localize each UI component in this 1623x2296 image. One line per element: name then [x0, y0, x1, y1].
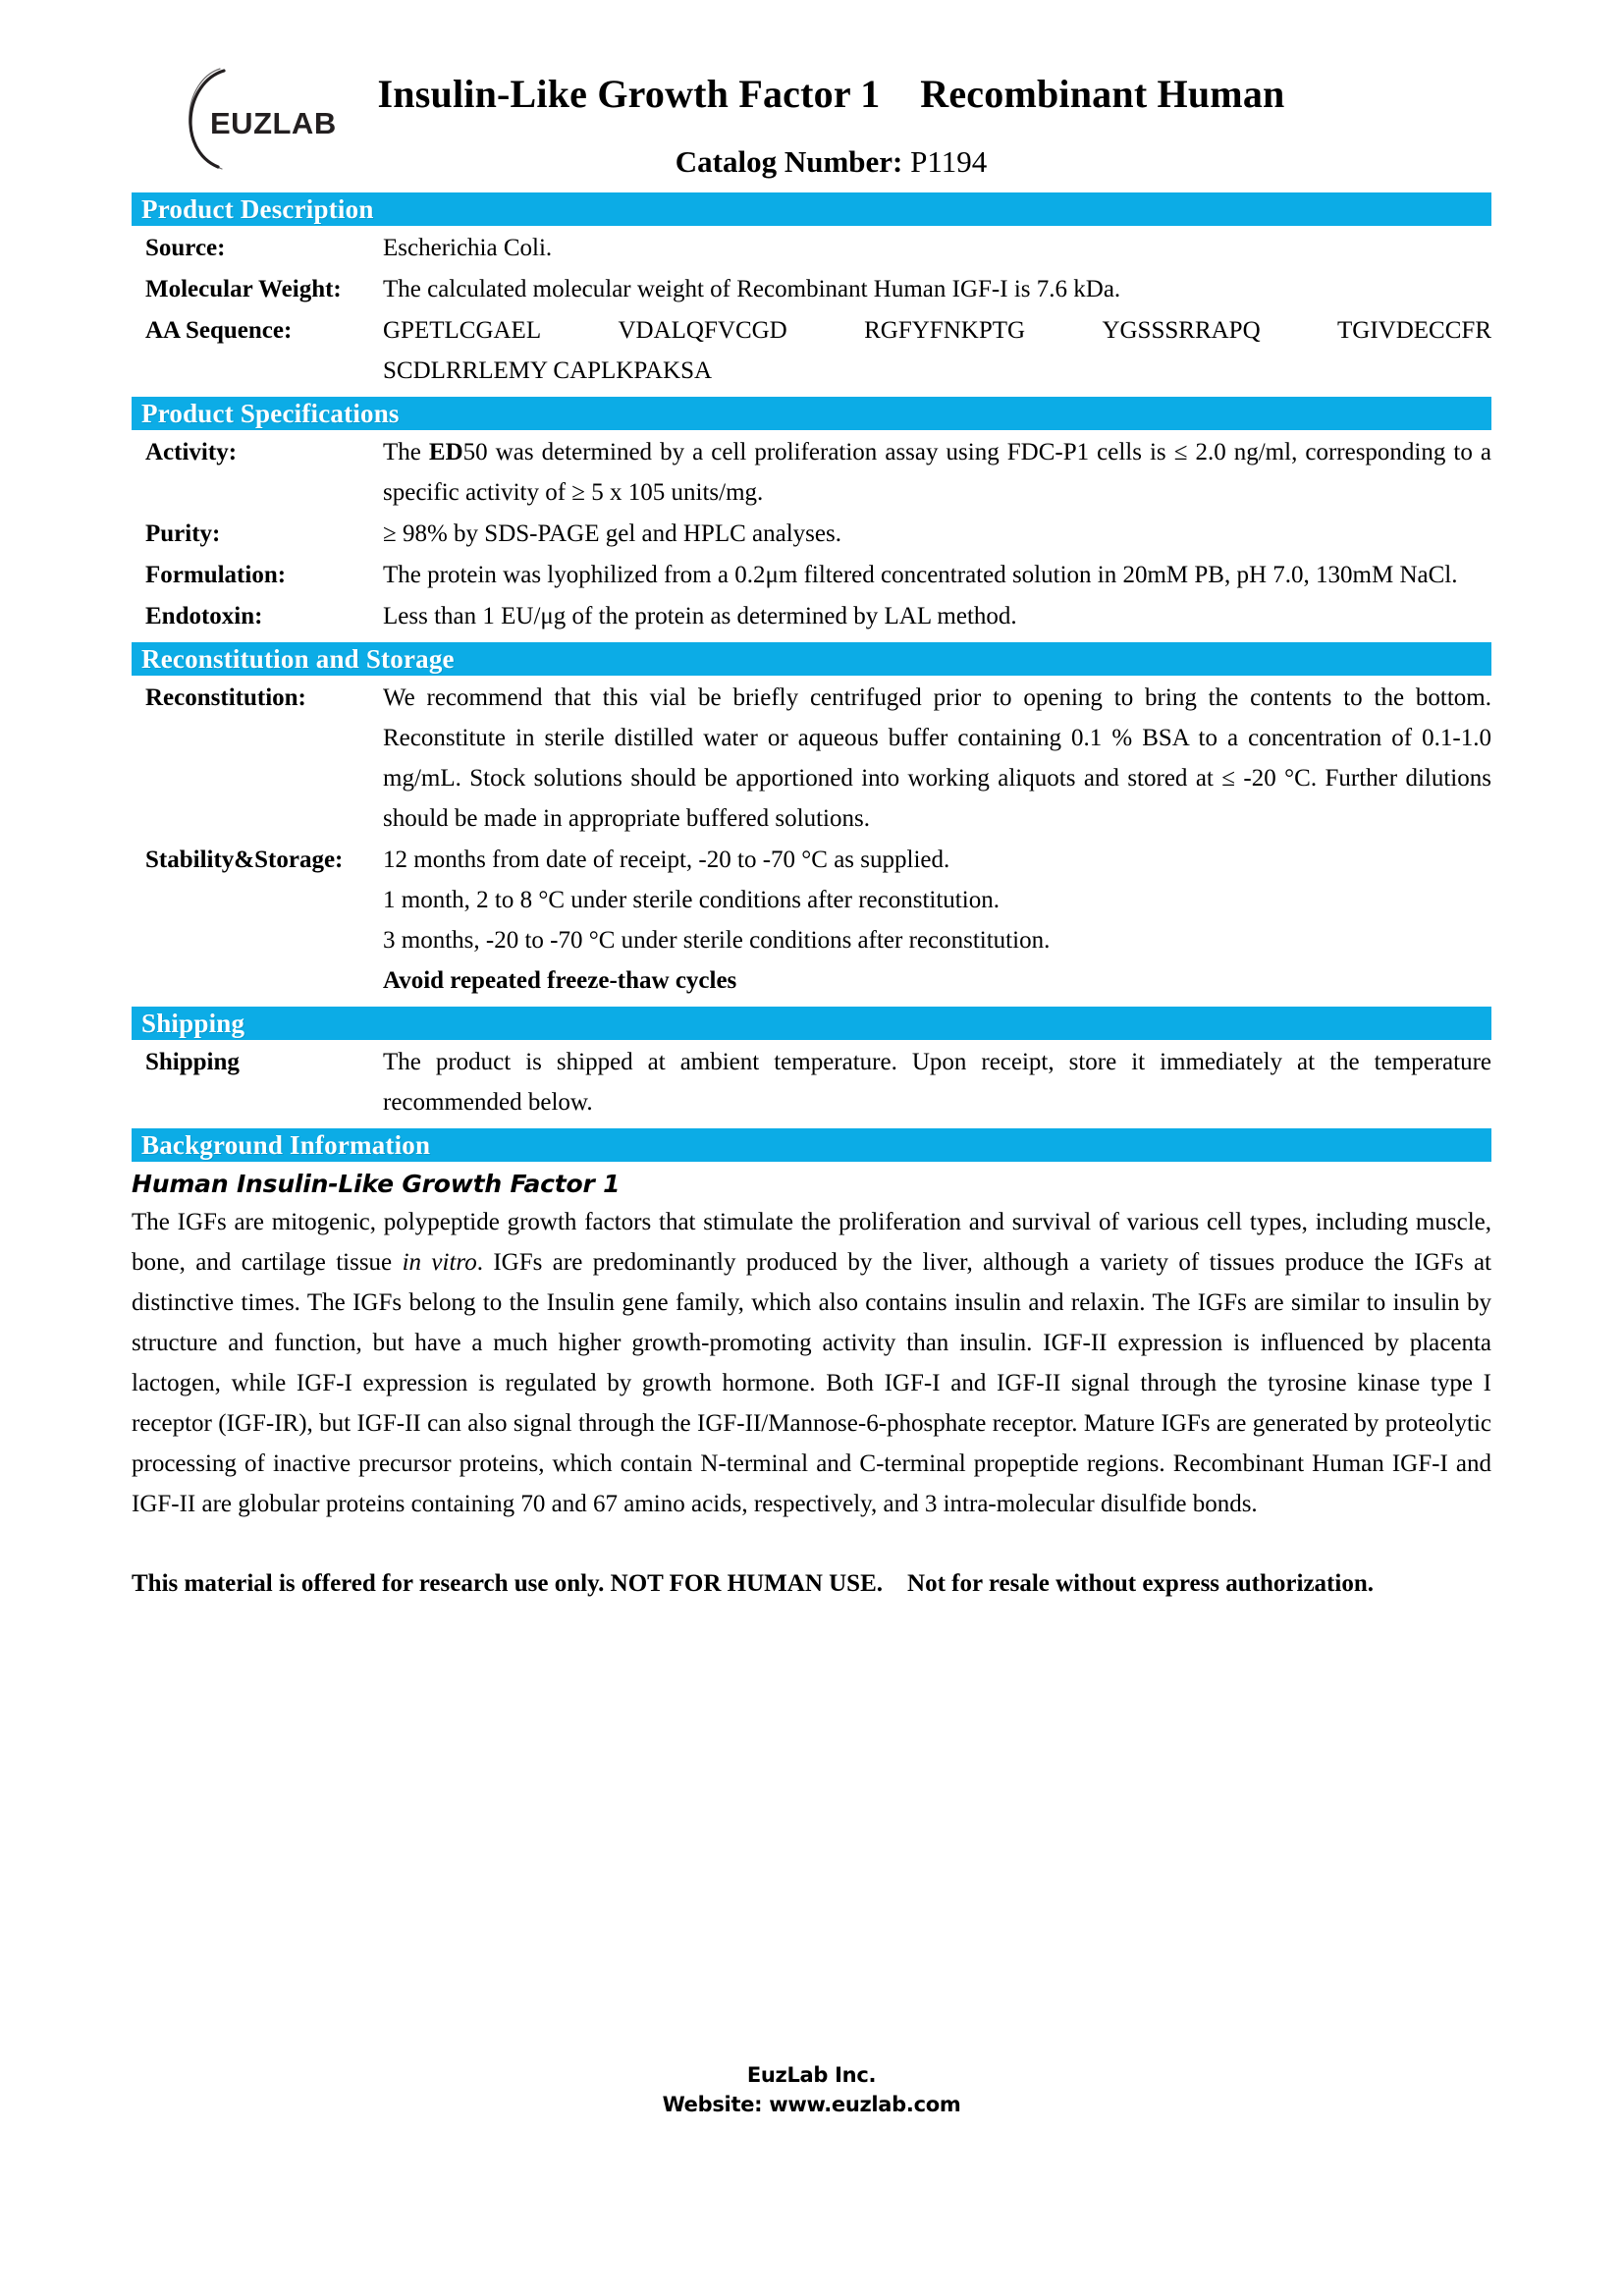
table-row — [132, 310, 1491, 391]
section-header-shipping: Shipping — [132, 1007, 1491, 1040]
stability-line: 12 months from date of receipt, -20 to -70 °C as supplied. — [383, 847, 950, 873]
background-subtitle: Human Insulin-Like Growth Factor 1 — [132, 1170, 621, 1198]
background-part2: . IGFs are predominantly produced by the liver, although a variety of tissues produce the IGFs at distinctive times. The IGFs belong to the Insulin gene family, which also contains insulin and relaxin. The IGFs are similar to insulin by structure and function, but have a much higher growth-promoting activity than insulin. IGF-II expression is influenced by placenta lactogen, while IGF-I expression is regulated by growth hormone. Both IGF-I and IGF-II signal through the tyrosine kinase type I receptor (IGF-IR), but IGF-II can also signal through the IGF-II/Mannose-6-phosphate receptor. Mature IGFs are generated by proteolytic processing of inactive precursor proteins, which contain N-terminal and C-terminal propeptide regions. Recombinant Human IGF-I and IGF-II are globular proteins containing 70 and 67 amino acids, respectively, and 3 intra-molecular disulfide bonds. — [132, 1249, 1491, 1517]
table-row — [132, 596, 1491, 636]
research-use-notice: This material is offered for research use only. NOT FOR HUMAN USE. Not for resale without express authorization. — [132, 1570, 1374, 1597]
section-header-product-description: Product Description — [132, 192, 1491, 226]
background-part1: The IGFs are mitogenic, polypeptide growth factors that stimulate the proliferation and survival of various cell types, including muscle, bone, and cartilage tissue — [132, 1209, 1491, 1276]
table-row — [132, 269, 1491, 309]
aa-block: VDALQFVCGD — [618, 317, 787, 344]
row-value-shipping — [383, 1042, 1491, 1122]
row-value-formulation — [383, 555, 1491, 595]
activity-prefix: The — [383, 439, 429, 465]
logo-wordmark: EUZLAB — [210, 106, 337, 140]
stability-warning: Avoid repeated freeze-thaw cycles — [383, 967, 737, 994]
background-paragraph — [132, 1202, 1491, 1524]
row-label-activity: Activity: — [145, 439, 238, 465]
table-row — [132, 432, 1491, 513]
row-label-molecular-weight: Molecular Weight: — [145, 276, 342, 302]
footer-website: Website: www.euzlab.com — [662, 2093, 961, 2116]
row-label-reconstitution: Reconstitution: — [145, 684, 306, 711]
row-value-reconstitution — [383, 678, 1491, 839]
reconstitution-storage-rows — [132, 678, 1491, 1001]
activity-text — [383, 432, 1491, 513]
product-specifications-rows — [132, 432, 1491, 636]
stability-line: 3 months, -20 to -70 °C under sterile conditions after reconstitution. — [383, 927, 1051, 954]
row-value-endotoxin: Less than 1 EU/μg of the protein as determined by LAL method. — [383, 603, 1017, 629]
reconstitution-text: We recommend that this vial be briefly centrifuged prior to opening to bring the contents to the bottom. Reconstitute in sterile distilled water or aqueous buffer containing 0.1 % BSA to a concentration of 0.1-1.0 mg/mL. Stock solutions should be apportioned into working aliquots and stored at ≤ -20 °C. Further dilutions should be made in appropriate buffered solutions. — [383, 684, 1491, 832]
table-row — [132, 555, 1491, 595]
background-information-body — [132, 1170, 1491, 1604]
aa-sequence-line-1 — [383, 310, 1491, 351]
shipping-rows — [132, 1042, 1491, 1122]
page-title: Insulin-Like Growth Factor 1 Recombinant Human — [377, 72, 1285, 116]
section-header-reconstitution-and-storage: Reconstitution and Storage — [132, 642, 1491, 676]
aa-block: YGSSSRRAPQ — [1102, 317, 1261, 344]
section-header-background-information: Background Information — [132, 1128, 1491, 1162]
row-value-activity — [383, 432, 1491, 513]
row-label-shipping: Shipping — [145, 1049, 240, 1075]
product-description-rows — [132, 228, 1491, 391]
table-row — [132, 228, 1491, 268]
row-label-stability-storage: Stability&Storage: — [145, 847, 344, 873]
row-value-purity: ≥ 98% by SDS-PAGE gel and HPLC analyses. — [383, 520, 841, 547]
table-row — [132, 1042, 1491, 1122]
activity-rest: 50 was determined by a cell proliferation assay using FDC-P1 cells is ≤ 2.0 ng/ml, corresponding to a specific activity of ≥ 5 x 105 units/mg. — [383, 439, 1491, 506]
catalog-number-value: P1194 — [910, 144, 988, 179]
activity-ed-bold: ED — [428, 439, 463, 465]
footer-company: EuzLab Inc. — [746, 2063, 877, 2087]
table-row — [132, 514, 1491, 554]
row-label-formulation: Formulation: — [145, 562, 287, 588]
catalog-number-label: Catalog Number: — [675, 144, 903, 179]
row-value-molecular-weight: The calculated molecular weight of Recombinant Human IGF-I is 7.6 kDa. — [383, 276, 1121, 302]
row-label-aa-sequence: AA Sequence: — [145, 317, 293, 344]
row-label-endotoxin: Endotoxin: — [145, 603, 263, 629]
table-row — [132, 840, 1491, 1001]
row-value-stability-storage — [383, 840, 1491, 1001]
aa-sequence-line-2: SCDLRRLEMY CAPLKPAKSA — [383, 357, 713, 384]
row-value-source: Escherichia Coli. — [383, 235, 553, 261]
document-header — [132, 0, 1491, 187]
formulation-text: The protein was lyophilized from a 0.2μm filtered concentrated solution in 20mM PB, pH 7.0, 130mM NaCl. — [383, 562, 1458, 588]
row-label-source: Source: — [145, 235, 226, 261]
row-value-aa-sequence — [383, 310, 1491, 391]
shipping-text: The product is shipped at ambient temperature. Upon receipt, store it immediately at the temperature recommended below. — [383, 1049, 1491, 1116]
page-footer — [0, 2060, 1623, 2119]
row-label-purity: Purity: — [145, 520, 221, 547]
aa-block: GPETLCGAEL — [383, 317, 542, 344]
table-row — [132, 678, 1491, 839]
stability-line: 1 month, 2 to 8 °C under sterile conditions after reconstitution. — [383, 887, 1000, 913]
euzlab-logo — [163, 65, 340, 173]
background-italic-invitro: in vitro — [402, 1249, 477, 1276]
section-header-product-specifications: Product Specifications — [132, 397, 1491, 430]
aa-block: RGFYFNKPTG — [864, 317, 1026, 344]
aa-block: TGIVDECCFR — [1337, 317, 1491, 344]
